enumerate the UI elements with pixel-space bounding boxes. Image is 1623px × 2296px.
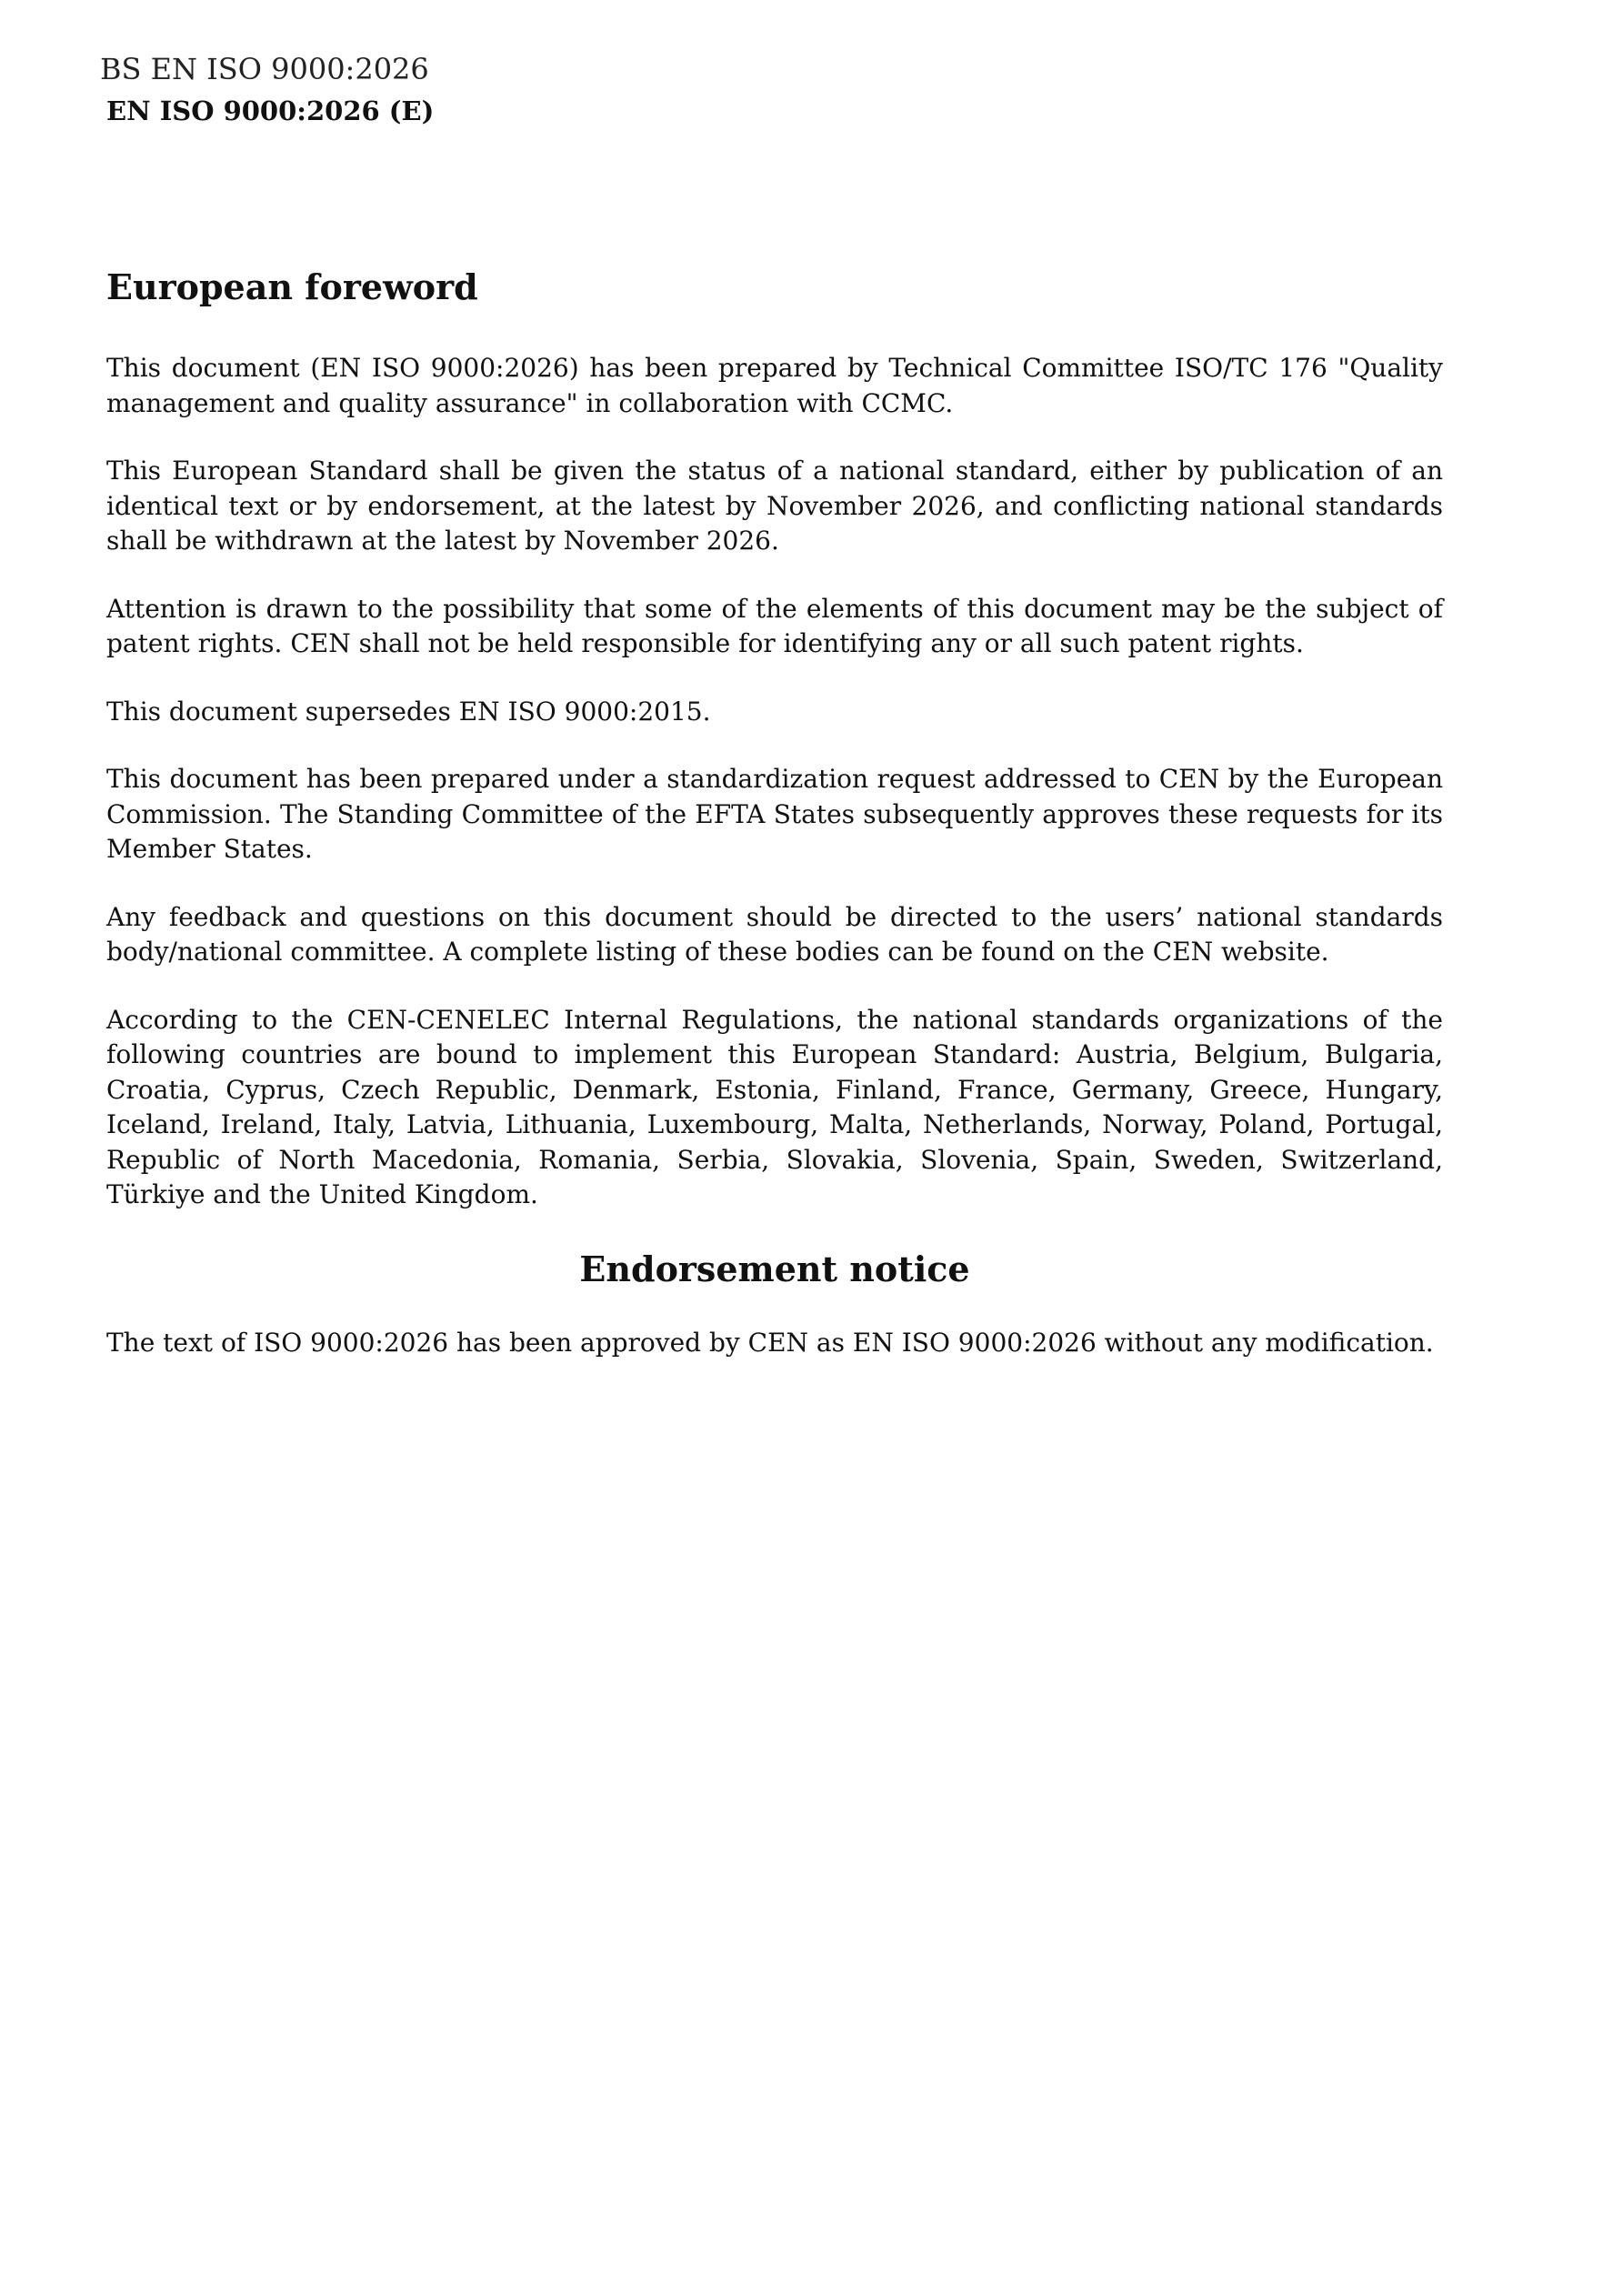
document-header-national: BS EN ISO 9000:2026: [100, 52, 429, 86]
foreword-paragraph-patent-rights: Attention is drawn to the possibility that some of the elements of this document may be the subject of patent rights. CEN shall not be held responsible for identifying any or all such patent rights.: [106, 593, 1443, 658]
document-body: [106, 264, 1443, 1360]
foreword-paragraph-feedback: Any feedback and questions on this document should be directed to the users’ national standards body/national committee. A complete listing of these bodies can be found on the CEN website.: [106, 901, 1443, 967]
document-header-european: EN ISO 9000:2026 (E): [106, 95, 435, 126]
foreword-paragraph-national-status: This European Standard shall be given the status of a national standard, either by publication of an identical text or by endorsement, at the latest by November 2026, and conflicting national standards shall be withdrawn at the latest by November 2026.: [106, 456, 1443, 556]
endorsement-notice-text: The text of ISO 9000:2026 has been approved by CEN as EN ISO 9000:2026 without any modification.: [106, 1327, 1434, 1358]
endorsement-notice-heading: Endorsement notice: [579, 1248, 970, 1289]
european-foreword-heading: European foreword: [106, 266, 478, 307]
foreword-paragraph-countries: According to the CEN-CENELEC Internal Regulations, the national standards organizations of the following countries are bound to implement this European Standard: Austria, Belgium, Bulgaria, Croatia, Cyprus, Czech Republic, Denmark, Estonia, Finland, France, Germany, Greece, Hungary, Iceland, Ireland, Italy, Latvia, Lithuania, Luxembourg, Malta, Netherlands, Norway, Poland, Portugal, Republic of North Macedonia, Romania, Serbia, Slovakia, Slovenia, Spain, Sweden, Switzerland, Türkiye and the United Kingdom.: [106, 1004, 1443, 1209]
foreword-paragraph-standardization-request: This document has been prepared under a standardization request addressed to CEN by the European Commission. The Standing Committee of the EFTA States subsequently approves these requests for its Member States.: [106, 764, 1443, 864]
foreword-paragraphs: [106, 351, 1443, 1213]
foreword-paragraph-prepared-by: This document (EN ISO 9000:2026) has been prepared by Technical Committee ISO/TC 176 "Quality management and quality assurance" in collaboration with CCMC.: [106, 353, 1443, 418]
foreword-paragraph-supersedes: This document supersedes EN ISO 9000:2015.: [106, 696, 711, 727]
